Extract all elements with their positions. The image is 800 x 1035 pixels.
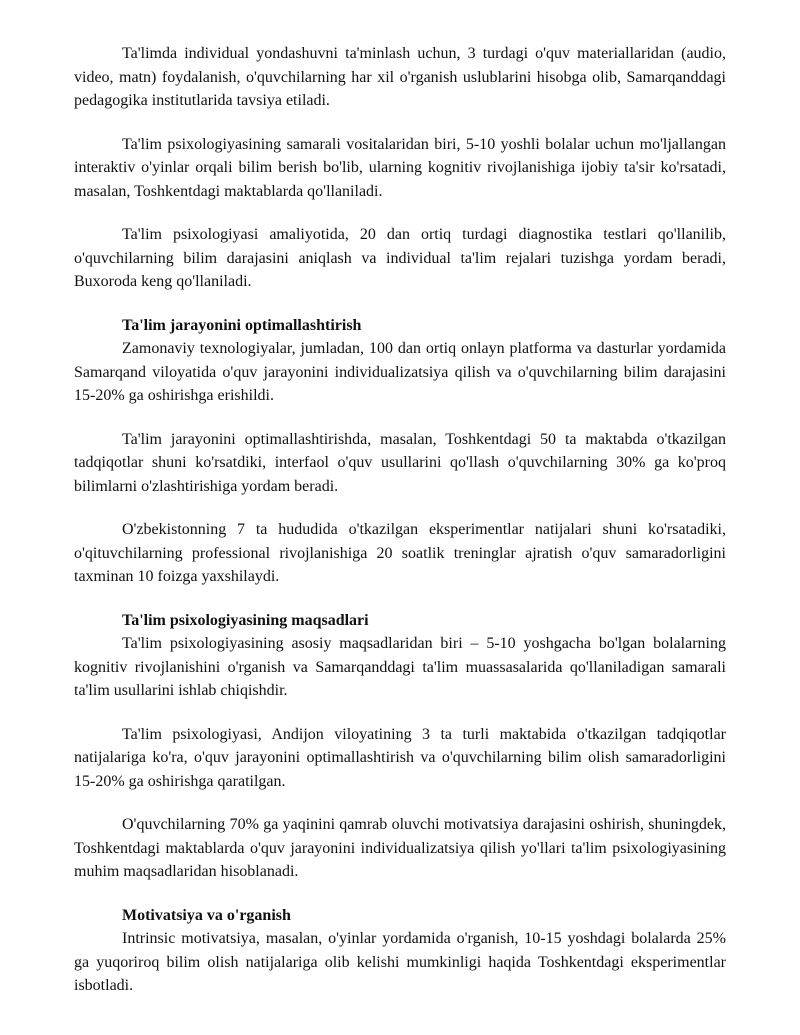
section-heading-motivation: Motivatsiya va o'rganish	[122, 906, 291, 924]
paragraph-diagnostic-tests: Ta'lim psixologiyasi amaliyotida, 20 dan ortiq turdagi diagnostika testlari qo'llanilib, o'quvchilarning bilim darajasini aniqlash va individual ta'lim rejalari tuzishga yordam beradi, Buxoroda keng qo'llaniladi.	[74, 226, 726, 290]
paragraph-main-goal: Ta'lim psixologiyasining asosiy maqsadlaridan biri – 5-10 yoshgacha bo'lgan bolalarning kognitiv rivojlanishini o'rganish va Samarqanddagi ta'lim muassasalarida qo'llaniladigan samarali ta'lim usullarini ishlab chiqishdir.	[74, 635, 726, 699]
paragraph-uzbekistan-experiments: O'zbekistonning 7 ta hududida o'tkazilgan eksperimentlar natijalari shuni ko'rsatadiki, o'qituvchilarning professional rivojlanishiga 20 soatlik treninglar ajratish o'quv samaradorligini taxminan 10 foizga yaxshilaydi.	[74, 521, 726, 585]
paragraph-intrinsic-motivation: Intrinsic motivatsiya, masalan, o'yinlar yordamida o'rganish, 10-15 yoshdagi bolalarda 25% ga yuqoriroq bilim olish natijalariga olib kelishi mumkinligi haqida Toshkentdagi eksperimentlar isbotladi.	[74, 930, 726, 994]
paragraph-modern-technologies: Zamonaviy texnologiyalar, jumladan, 100 dan ortiq onlayn platforma va dasturlar yordamida Samarqand viloyatida o'quv jarayonini individualizatsiya qilish va o'quvchilarning bilim darajasini 15-20% ga oshirishga erishildi.	[74, 340, 726, 404]
paragraph-tashkent-schools: Ta'lim jarayonini optimallashtirishda, masalan, Toshkentdagi 50 ta maktabda o'tkazilgan tadqiqotlar shuni ko'rsatdiki, interfaol o'quv usullarini qo'llash o'quvchilarning 30% ga ko'proq bilimlarni o'zlashtirishiga yordam beradi.	[74, 430, 726, 495]
paragraph-interactive-games: Ta'lim psixologiyasining samarali vositalaridan biri, 5-10 yoshli bolalar uchun mo'ljallangan interaktiv o'yinlar orqali bilim berish bo'lib, ularning kognitiv rivojlanishiga ijobiy ta'sir ko'rsatadi, masalan, Toshkentdagi maktablarda qo'llaniladi.	[74, 135, 726, 200]
section-heading-optimization: Ta'lim jarayonini optimallashtirish	[122, 316, 362, 334]
paragraph-individual-approach: Ta'limda individual yondashuvni ta'minlash uchun, 3 turdagi o'quv materiallaridan (audio, video, matn) foydalanish, o'quvchilarning har xil o'rganish uslublarini hisobga olib, Samarqanddagi pedagogika institutlarida tavsiya etiladi.	[74, 45, 726, 109]
paragraph-andijan-research: Ta'lim psixologiyasi, Andijon viloyatining 3 ta turli maktabida o'tkazilgan tadqiqotlar natijalariga ko'ra, o'quv jarayonini optimallashtirish va o'quvchilarning bilim olish samaradorligini 15-20% ga oshirishga qaratilgan.	[74, 725, 726, 790]
paragraph-motivation-goal: O'quvchilarning 70% ga yaqinini qamrab oluvchi motivatsiya darajasini oshirish, shuningdek, Toshkentdagi maktablarda o'quv jarayonini individualizatsiya qilish yo'llari ta'lim psixologiyasining muhim maqsadlaridan hisoblanadi.	[74, 816, 726, 880]
section-heading-goals: Ta'lim psixologiyasining maqsadlari	[122, 611, 369, 629]
